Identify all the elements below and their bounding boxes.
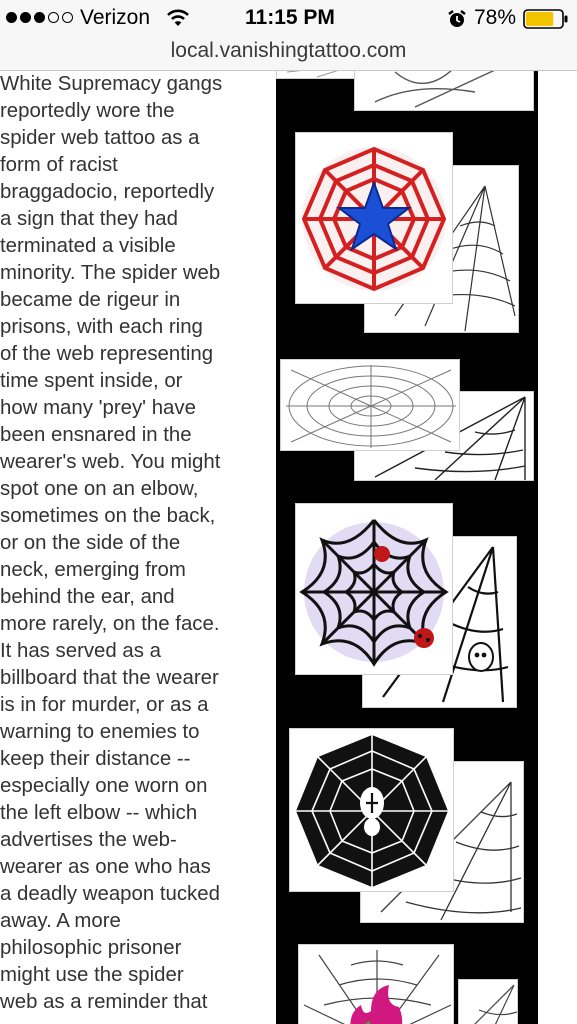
article-line: especially one worn on — [0, 775, 208, 797]
battery-icon — [523, 9, 569, 29]
signal-strength-icon — [6, 12, 73, 23]
browser-chrome — [0, 0, 577, 71]
article-text — [0, 71, 270, 1016]
status-bar — [0, 0, 577, 38]
article-line: more rarely, on the face. — [0, 613, 220, 635]
article-line: It has served as a — [0, 640, 161, 662]
article-line: behind the ear, and — [0, 586, 175, 608]
article-line: warning to enemies to — [0, 721, 200, 743]
battery-percent: 78% — [474, 6, 517, 29]
article-line: braggadocio, reportedly — [0, 181, 215, 203]
article-line: advertises the web- — [0, 829, 177, 851]
article-line: philosophic prisoner — [0, 937, 182, 959]
wifi-icon — [166, 8, 190, 28]
article-line: how many 'prey' have — [0, 397, 196, 419]
article-line: or on the side of the — [0, 532, 181, 554]
tattoo-gallery — [276, 71, 538, 1024]
spider-web-flame-tattoo[interactable] — [298, 944, 454, 1024]
clock: 11:15 PM — [245, 6, 335, 29]
article-line: the left elbow -- which — [0, 802, 198, 824]
alarm-icon — [447, 9, 467, 29]
spider-web-black-spider-tattoo[interactable] — [289, 728, 454, 892]
article-line: wearer's web. You might — [0, 451, 221, 473]
article-line: spot one on an elbow, — [0, 478, 199, 500]
article-line: might use the spider — [0, 964, 184, 986]
article-line: minority. The spider web — [0, 262, 221, 284]
article-line: is in for murder, or as a — [0, 694, 209, 716]
article-line: form of racist — [0, 154, 118, 176]
article-line: prisons, with each ring — [0, 316, 203, 338]
article-line: time spent inside, or — [0, 370, 183, 392]
article-line: became de rigeur in — [0, 289, 181, 311]
article-line: White Supremacy gangs — [0, 73, 223, 95]
article-line: a deadly weapon tucked — [0, 883, 220, 905]
article-line: web as a reminder that — [0, 991, 208, 1013]
article-line: neck, emerging from — [0, 559, 186, 581]
spider-web-ladybug-tattoo[interactable] — [295, 503, 453, 675]
spider-web-tattoo-partial-top-2[interactable] — [354, 71, 534, 111]
article-line: terminated a visible — [0, 235, 176, 257]
article-line: a sign that they had — [0, 208, 178, 230]
article-line: keep their distance -- — [0, 748, 191, 770]
article-line: reportedly wore the — [0, 100, 175, 122]
spider-web-sketch-tattoo[interactable] — [280, 359, 460, 451]
article-line: been ensnared in the — [0, 424, 192, 446]
article-line: spider web tattoo as a — [0, 127, 200, 149]
article-line: away. A more — [0, 910, 121, 932]
spider-web-corner-tattoo-2[interactable] — [458, 979, 518, 1024]
article-line: wearer as one who has — [0, 856, 211, 878]
article-line: sometimes on the back, — [0, 505, 216, 527]
article-line: billboard that the wearer — [0, 667, 219, 689]
url-bar[interactable]: local.vanishingtattoo.com — [170, 39, 407, 62]
spider-web-star-tattoo[interactable] — [295, 132, 453, 304]
carrier-name: Verizon — [80, 6, 151, 29]
article-line: of the web representing — [0, 343, 214, 365]
